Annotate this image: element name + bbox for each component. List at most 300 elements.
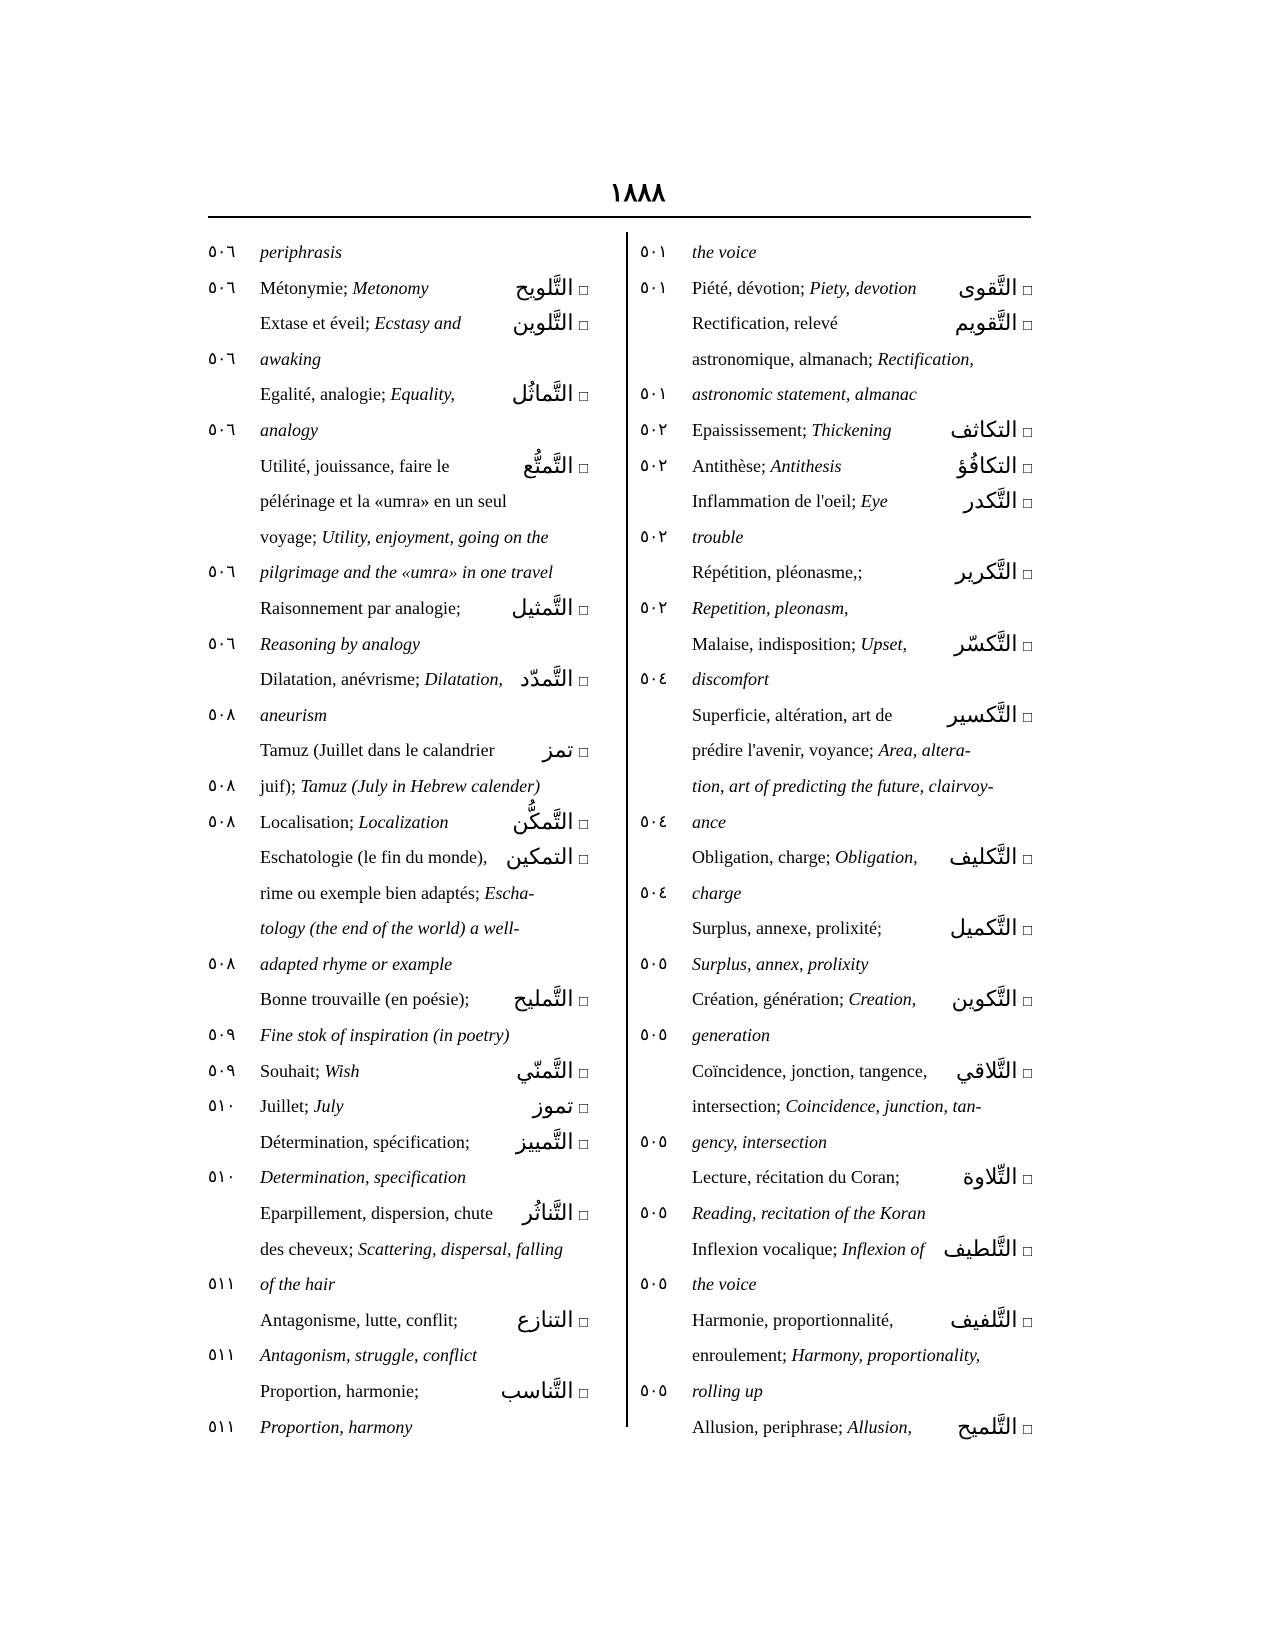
entry-row: [640, 594, 1040, 630]
french-text: pélérinage et la «umra» en un seul: [260, 491, 507, 512]
entry-translation: [260, 914, 519, 942]
entry-row: [208, 1341, 618, 1377]
english-text: discomfort: [692, 669, 770, 690]
square-bullet-icon: □: [1022, 1243, 1032, 1260]
entry-row: [208, 416, 618, 452]
english-text: Thickening: [811, 419, 892, 440]
english-text: aneurism: [260, 704, 327, 725]
entry-row: [640, 1163, 1040, 1199]
entry-number: ٥٠٤: [640, 882, 668, 902]
entry-number: ٥٠٦: [208, 419, 236, 439]
entry-translation: [692, 985, 916, 1013]
entry-row: [640, 1341, 1040, 1377]
arabic-headword: [949, 843, 1032, 874]
entry-translation: [692, 1163, 900, 1191]
square-bullet-icon: □: [1022, 1065, 1032, 1082]
arabic-headword: [533, 1092, 588, 1123]
arabic-headword: [963, 1163, 1032, 1194]
entry-translation: [692, 1341, 980, 1369]
entry-translation: [692, 1128, 827, 1156]
entry-row: [640, 950, 1040, 986]
french-text: Rectification, relevé: [692, 313, 838, 334]
column-divider: [626, 232, 628, 1427]
english-text: Upset,: [860, 633, 907, 654]
header-rule: [208, 216, 1031, 218]
arabic-headword: [954, 630, 1032, 661]
arabic-headword: [950, 1306, 1032, 1337]
entry-translation: [692, 487, 888, 515]
arabic-word: التمكين: [505, 844, 574, 870]
entry-number: ٥٠٤: [640, 669, 668, 689]
entry-row: [208, 1306, 618, 1342]
arabic-word: تمز: [542, 737, 574, 763]
english-text: of the hair: [260, 1274, 335, 1295]
entry-row: [208, 238, 618, 274]
english-text: Surplus, annex, prolixity: [692, 953, 869, 974]
entry-row: [208, 843, 618, 879]
entry-row: [640, 558, 1040, 594]
french-text: voyage;: [260, 526, 322, 547]
entry-row: [640, 701, 1040, 737]
entry-translation: [260, 879, 534, 907]
entry-number: ٥٠٢: [640, 419, 668, 439]
square-bullet-icon: □: [578, 1101, 588, 1118]
entry-translation: [260, 1235, 563, 1263]
entry-number: ٥٠٦: [208, 242, 236, 261]
entry-translation: [260, 1128, 470, 1156]
entry-number: ٥٠٥: [640, 1025, 668, 1045]
square-bullet-icon: □: [1022, 709, 1032, 726]
entry-row: [208, 630, 618, 666]
square-bullet-icon: □: [578, 460, 588, 477]
english-text: Determination, specification: [260, 1167, 466, 1188]
entry-translation: [692, 1057, 927, 1085]
french-text: prédire l'avenir, voyance;: [692, 740, 879, 761]
french-text: Antithèse;: [692, 455, 771, 476]
entry-translation: [692, 701, 892, 729]
english-text: Ecstasy and: [374, 313, 461, 334]
square-bullet-icon: □: [578, 816, 588, 833]
square-bullet-icon: □: [578, 1208, 588, 1225]
arabic-headword: [512, 808, 588, 839]
entry-row: [640, 309, 1040, 345]
entry-row: [640, 487, 1040, 523]
arabic-headword: [511, 594, 588, 625]
english-text: periphrasis: [260, 242, 343, 262]
entry-translation: [692, 1092, 981, 1120]
entry-translation: [260, 1413, 412, 1441]
entry-number: ٥٠١: [640, 384, 668, 404]
english-text: Eye: [860, 491, 888, 512]
entry-translation: [260, 274, 428, 302]
square-bullet-icon: □: [1022, 852, 1032, 869]
entry-translation: [692, 309, 838, 337]
arabic-headword: [517, 1306, 588, 1337]
french-text: Harmonie, proportionnalité,: [692, 1309, 894, 1330]
arabic-word: التَّقوى: [958, 274, 1018, 300]
french-text: Eparpillement, dispersion, chute: [260, 1203, 493, 1224]
arabic-headword: [516, 1128, 588, 1159]
french-text: Proportion, harmonie;: [260, 1381, 419, 1401]
entry-number: ٥١٠: [208, 1167, 236, 1187]
english-text: trouble: [692, 526, 744, 547]
entry-translation: [260, 772, 540, 800]
arabic-word: التَّلميح: [957, 1413, 1018, 1439]
english-text: Reading, recitation of the Koran: [692, 1203, 926, 1224]
french-text: Utilité, jouissance, faire le: [260, 455, 450, 476]
arabic-headword: [520, 665, 588, 696]
arabic-word: التَّكليف: [949, 844, 1018, 870]
arabic-headword: [947, 701, 1032, 732]
arabic-word: التَّكسير: [947, 701, 1018, 727]
entry-row: [208, 1199, 618, 1235]
entry-row: [640, 523, 1040, 559]
entry-number: ٥٠٢: [640, 526, 668, 546]
entry-row: [640, 736, 1040, 772]
arabic-headword: [512, 309, 588, 340]
entry-row: [208, 1092, 618, 1128]
entry-row: [640, 345, 1040, 381]
entry-row: [640, 914, 1040, 950]
english-text: Creation,: [848, 989, 917, 1010]
entry-translation: [692, 843, 918, 871]
english-text: tion, art of predicting the future, clairvoy-: [692, 775, 994, 796]
entry-row: [640, 1270, 1040, 1306]
entry-translation: [260, 630, 420, 658]
entry-number: ٥٠٦: [208, 633, 236, 653]
english-text: Wish: [324, 1060, 360, 1081]
french-text: Localisation;: [260, 811, 359, 832]
french-text: Egalité, analogie;: [260, 384, 391, 405]
square-bullet-icon: □: [578, 1065, 588, 1082]
entry-row: [640, 665, 1040, 701]
entry-translation: [260, 1057, 360, 1085]
arabic-headword: [501, 1377, 588, 1408]
arabic-word: التَّمكُّن: [512, 808, 574, 834]
entry-number: ٥٠٥: [640, 1381, 668, 1400]
entry-number: ٥٠٨: [208, 775, 236, 795]
french-text: Extase et éveil;: [260, 313, 375, 334]
entry-row: [208, 309, 618, 345]
entry-number: ٥٠١: [640, 242, 668, 261]
english-text: Obligation,: [835, 847, 918, 868]
entry-translation: [260, 1306, 458, 1334]
english-text: Fine stok of inspiration (in poetry): [260, 1025, 510, 1046]
entry-number: ٥١١: [208, 1345, 236, 1365]
french-text: Obligation, charge;: [692, 847, 836, 868]
square-bullet-icon: □: [1022, 496, 1032, 513]
english-text: Antithesis: [770, 455, 842, 476]
entry-translation: [692, 1270, 756, 1298]
entry-row: [640, 1021, 1040, 1057]
square-bullet-icon: □: [1022, 460, 1032, 477]
entry-translation: [692, 1235, 924, 1263]
entry-row: [208, 1413, 618, 1449]
arabic-headword: [506, 843, 588, 874]
arabic-headword: [512, 380, 588, 411]
entry-row: [640, 772, 1040, 808]
arabic-word: تموز: [532, 1093, 574, 1119]
entry-row: [208, 772, 618, 808]
french-text: Tamuz (Juillet dans le calandrier: [260, 740, 495, 761]
entry-row: [208, 914, 618, 950]
english-text: tology (the end of the world) a well-: [260, 918, 520, 939]
entry-translation: [260, 665, 503, 693]
entry-translation: [260, 1092, 343, 1120]
column-left: [208, 238, 618, 1448]
french-text: Raisonnement par analogie;: [260, 597, 461, 618]
english-text: Piety, devotion: [809, 277, 917, 298]
arabic-word: التَّمدّد: [519, 666, 574, 692]
square-bullet-icon: □: [578, 1314, 588, 1331]
arabic-word: التَّكسّر: [954, 630, 1018, 656]
square-bullet-icon: □: [578, 282, 588, 299]
square-bullet-icon: □: [1022, 567, 1032, 584]
entry-row: [640, 1413, 1040, 1449]
arabic-word: التَّكرير: [955, 559, 1018, 585]
entry-row: [208, 1377, 618, 1413]
arabic-word: التَّمييز: [515, 1128, 574, 1154]
entry-translation: [692, 594, 848, 622]
square-bullet-icon: □: [578, 602, 588, 619]
entry-number: ٥٠٥: [640, 1274, 668, 1294]
entry-translation: [692, 452, 842, 480]
entry-translation: [692, 808, 726, 836]
square-bullet-icon: □: [578, 852, 588, 869]
entry-translation: [692, 736, 971, 764]
entry-translation: [260, 950, 452, 978]
entry-translation: [692, 879, 741, 907]
entry-translation: [260, 736, 495, 764]
french-text: Inflexion vocalique;: [692, 1238, 842, 1259]
square-bullet-icon: □: [1022, 994, 1032, 1011]
french-text: juif);: [260, 775, 301, 796]
english-text: Area, altera-: [878, 740, 971, 761]
entry-row: [208, 701, 618, 737]
english-text: analogy: [260, 419, 318, 440]
english-text: the voice: [692, 242, 757, 262]
arabic-headword: [957, 1413, 1032, 1444]
english-text: awaking: [260, 348, 321, 369]
entry-row: [640, 808, 1040, 844]
entry-translation: [692, 772, 994, 800]
entry-row: [208, 1057, 618, 1093]
entry-row: [208, 1163, 618, 1199]
arabic-headword: [523, 452, 588, 483]
entry-number: ٥١١: [208, 1416, 236, 1436]
entry-translation: [260, 594, 461, 622]
column-right: [640, 238, 1040, 1448]
french-text: Inflammation de l'oeil;: [692, 491, 861, 512]
entry-number: ٥٠٥: [640, 1203, 668, 1223]
french-text: Coïncidence, jonction, tangence,: [692, 1060, 928, 1081]
entry-translation: [260, 808, 449, 836]
square-bullet-icon: □: [1022, 424, 1032, 441]
arabic-headword: [950, 914, 1032, 945]
square-bullet-icon: □: [578, 389, 588, 406]
entry-translation: [260, 843, 487, 871]
english-text: Allusion,: [847, 1416, 912, 1437]
square-bullet-icon: □: [1022, 318, 1032, 335]
entry-row: [208, 985, 618, 1021]
english-text: Escha-: [484, 882, 535, 903]
entry-translation: [692, 274, 916, 302]
arabic-word: التِّلاوة: [962, 1164, 1018, 1190]
entry-row: [208, 665, 618, 701]
entry-row: [208, 380, 618, 416]
english-text: July: [313, 1096, 344, 1117]
entry-translation: [260, 1377, 419, 1405]
english-text: rolling up: [692, 1381, 763, 1401]
entry-translation: [692, 665, 769, 693]
entry-translation: [260, 452, 449, 480]
english-text: Repetition, pleonasm,: [692, 597, 849, 618]
entry-number: ٥٠٤: [640, 811, 668, 831]
french-text: des cheveux;: [260, 1238, 358, 1259]
entry-row: [208, 274, 618, 310]
english-text: Tamuz (July in Hebrew calender): [300, 775, 541, 796]
french-text: Piété, dévotion;: [692, 277, 810, 298]
arabic-headword: [958, 274, 1032, 305]
entry-row: [208, 523, 618, 559]
entry-translation: [692, 1021, 770, 1049]
entry-number: ٥٠٨: [208, 953, 236, 973]
french-text: Lecture, récitation du Coran;: [692, 1167, 900, 1188]
arabic-word: التَّمنّي: [516, 1057, 574, 1083]
entry-translation: [260, 558, 553, 586]
arabic-word: التَّلفيف: [950, 1306, 1018, 1332]
english-text: Inflexion of: [841, 1238, 925, 1259]
square-bullet-icon: □: [578, 1386, 588, 1402]
entry-row: [208, 452, 618, 488]
square-bullet-icon: □: [578, 1136, 588, 1153]
square-bullet-icon: □: [578, 745, 588, 762]
entry-row: [640, 1235, 1040, 1271]
entry-number: ٥٠٦: [208, 277, 236, 297]
square-bullet-icon: □: [578, 674, 588, 691]
arabic-word: التكاثف: [950, 416, 1018, 442]
arabic-headword: [516, 1057, 588, 1088]
entry-translation: [260, 380, 455, 408]
entry-row: [208, 1235, 618, 1271]
entry-row: [640, 1092, 1040, 1128]
english-text: Utility, enjoyment, going on the: [321, 526, 549, 547]
entry-row: [640, 1199, 1040, 1235]
arabic-word: التَّلويح: [515, 274, 574, 300]
entry-row: [640, 630, 1040, 666]
arabic-word: التَّكوين: [951, 986, 1018, 1012]
entry-number: ٥٠١: [640, 277, 668, 297]
entry-translation: [260, 1021, 509, 1049]
english-text: Proportion, harmony: [260, 1416, 413, 1437]
entry-translation: [692, 380, 917, 408]
entry-row: [640, 1306, 1040, 1342]
french-text: enroulement;: [692, 1345, 792, 1366]
english-text: gency, intersection: [692, 1131, 827, 1152]
arabic-headword: [513, 985, 588, 1016]
entry-row: [208, 950, 618, 986]
entry-number: ٥٠٥: [640, 953, 668, 973]
square-bullet-icon: □: [1022, 1421, 1032, 1438]
english-text: Metonomy: [352, 277, 429, 298]
arabic-word: التَّماثُل: [511, 381, 574, 407]
entry-translation: [260, 523, 548, 551]
entry-number: ٥٠٨: [208, 704, 236, 724]
entry-translation: [692, 238, 756, 266]
entry-number: ٥١١: [208, 1274, 236, 1294]
entry-translation: [260, 309, 461, 337]
entry-row: [640, 380, 1040, 416]
english-text: Scattering, dispersal, falling: [357, 1238, 563, 1259]
arabic-word: التَّناثُر: [522, 1200, 574, 1226]
english-text: Rectification,: [877, 348, 974, 369]
entry-row: [640, 416, 1040, 452]
entry-number: ٥٠٩: [208, 1025, 236, 1045]
arabic-word: التَّكميل: [949, 915, 1018, 941]
arabic-word: التَّناسب: [500, 1378, 574, 1403]
entry-number: ٥٠٢: [640, 597, 668, 617]
entry-translation: [260, 701, 327, 729]
page-number: ١٨٨٨: [609, 178, 666, 207]
english-text: Antagonism, struggle, conflict: [260, 1345, 477, 1366]
entry-row: [640, 879, 1040, 915]
entry-translation: [692, 416, 891, 444]
square-bullet-icon: □: [1022, 638, 1032, 655]
square-bullet-icon: □: [1022, 923, 1032, 940]
entry-translation: [692, 630, 907, 658]
entry-number: ٥٠٩: [208, 1060, 236, 1080]
entry-translation: [692, 950, 868, 978]
arabic-headword: [957, 452, 1032, 483]
arabic-headword: [964, 487, 1032, 518]
arabic-headword: [952, 985, 1032, 1016]
entry-translation: [692, 1377, 763, 1405]
french-text: Malaise, indisposition;: [692, 633, 861, 654]
entry-row: [208, 345, 618, 381]
french-text: Création, génération;: [692, 989, 849, 1010]
entry-row: [640, 985, 1040, 1021]
square-bullet-icon: □: [578, 994, 588, 1011]
french-text: Epaississement;: [692, 419, 812, 440]
arabic-word: التَّمثيل: [511, 594, 574, 620]
entry-number: ٥٠٨: [208, 811, 236, 831]
french-text: Répétition, pléonasme,;: [692, 562, 863, 583]
english-text: generation: [692, 1025, 770, 1046]
entry-row: [640, 452, 1040, 488]
english-text: Coincidence, junction, tan-: [785, 1096, 982, 1117]
entry-row: [208, 487, 618, 523]
french-text: Dilatation, anévrisme;: [260, 669, 425, 690]
square-bullet-icon: □: [578, 318, 588, 335]
entry-number: ٥١٠: [208, 1096, 236, 1116]
entry-translation: [260, 1199, 493, 1227]
arabic-word: التَّمليح: [513, 986, 574, 1012]
entry-row: [640, 1128, 1040, 1164]
french-text: Métonymie;: [260, 277, 353, 298]
entry-row: [640, 1057, 1040, 1093]
french-text: astronomique, almanach;: [692, 348, 878, 369]
square-bullet-icon: □: [1022, 1314, 1032, 1331]
arabic-word: التَّمتُّع: [522, 452, 574, 478]
english-text: Dilatation,: [424, 669, 503, 690]
english-text: charge: [692, 882, 742, 903]
english-text: ance: [692, 811, 726, 832]
english-text: Harmony, proportionality,: [791, 1345, 981, 1366]
entry-row: [208, 558, 618, 594]
arabic-word: التَّكدر: [963, 488, 1018, 514]
french-text: Souhait;: [260, 1060, 325, 1081]
entry-row: [208, 879, 618, 915]
